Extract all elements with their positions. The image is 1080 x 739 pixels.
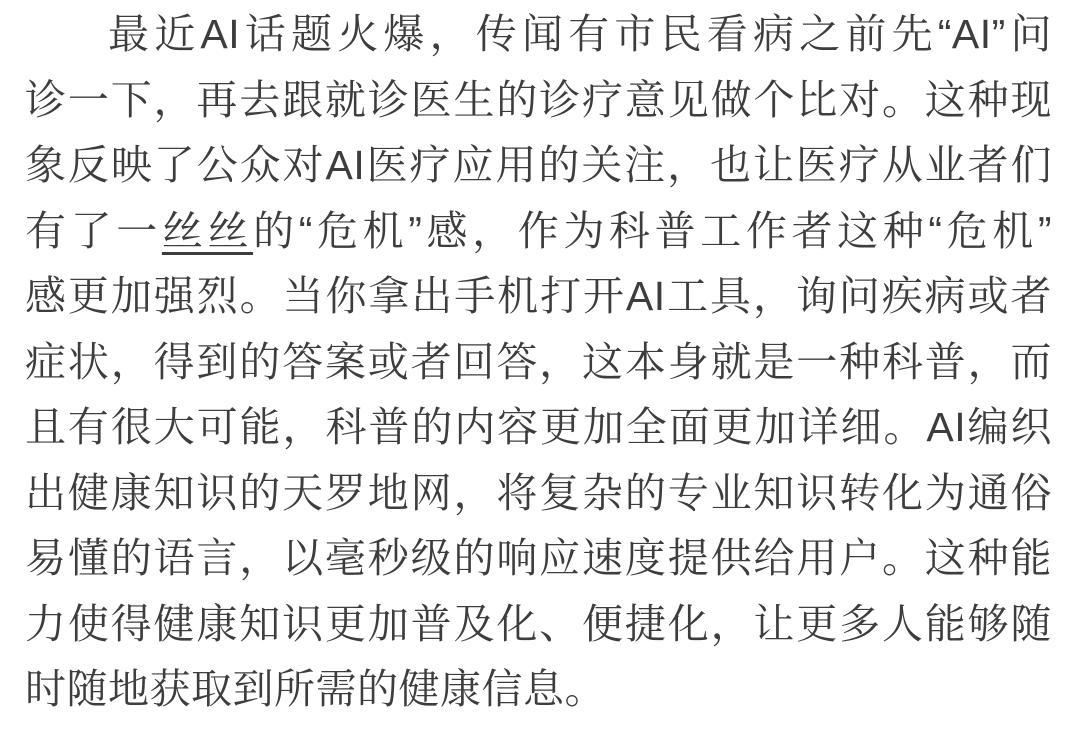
text-segment: 诊一下，再去跟就诊医生的诊疗意见做个比对。这种现	[25, 76, 1052, 123]
text-line	[25, 199, 1052, 265]
text-line	[25, 526, 1052, 592]
text-segment: 易懂的语言，以毫秒级的响应速度提供给用户。这种能	[25, 535, 1052, 581]
text-line	[25, 264, 1052, 330]
text-segment: 症状，得到的答案或者回答，这本身就是一种科普，而	[25, 338, 1052, 385]
text-line	[25, 657, 1052, 723]
text-segment: 感更加强烈。当你拿出手机打开AI工具，询问疾病或者	[25, 273, 1052, 319]
text-segment: 且有很大可能，科普的内容更加全面更加详细。AI编织	[25, 404, 1052, 450]
text-segment: 最近AI话题火爆，传闻有市民看病之前先“AI”问	[108, 11, 1052, 57]
text-line	[25, 68, 1052, 134]
underlined-text: 丝丝	[161, 207, 254, 254]
text-line	[25, 330, 1052, 396]
text-line	[25, 461, 1052, 527]
text-segment: 的“危机”感，作为科普工作者这种“危机”	[253, 207, 1052, 254]
text-segment: 时随地获取到所需的健康信息。	[25, 666, 606, 712]
text-line	[25, 133, 1052, 199]
text-line	[25, 395, 1052, 461]
text-segment: 有了一	[25, 207, 162, 254]
text-line	[25, 2, 1052, 68]
paragraph-text	[25, 2, 1052, 723]
text-segment: 象反映了公众对AI医疗应用的关注，也让医疗从业者们	[25, 142, 1052, 188]
text-line	[25, 592, 1052, 658]
text-segment: 出健康知识的天罗地网，将复杂的专业知识转化为通俗	[25, 469, 1052, 516]
text-segment: 力使得健康知识更加普及化、便捷化，让更多人能够随	[25, 600, 1052, 647]
